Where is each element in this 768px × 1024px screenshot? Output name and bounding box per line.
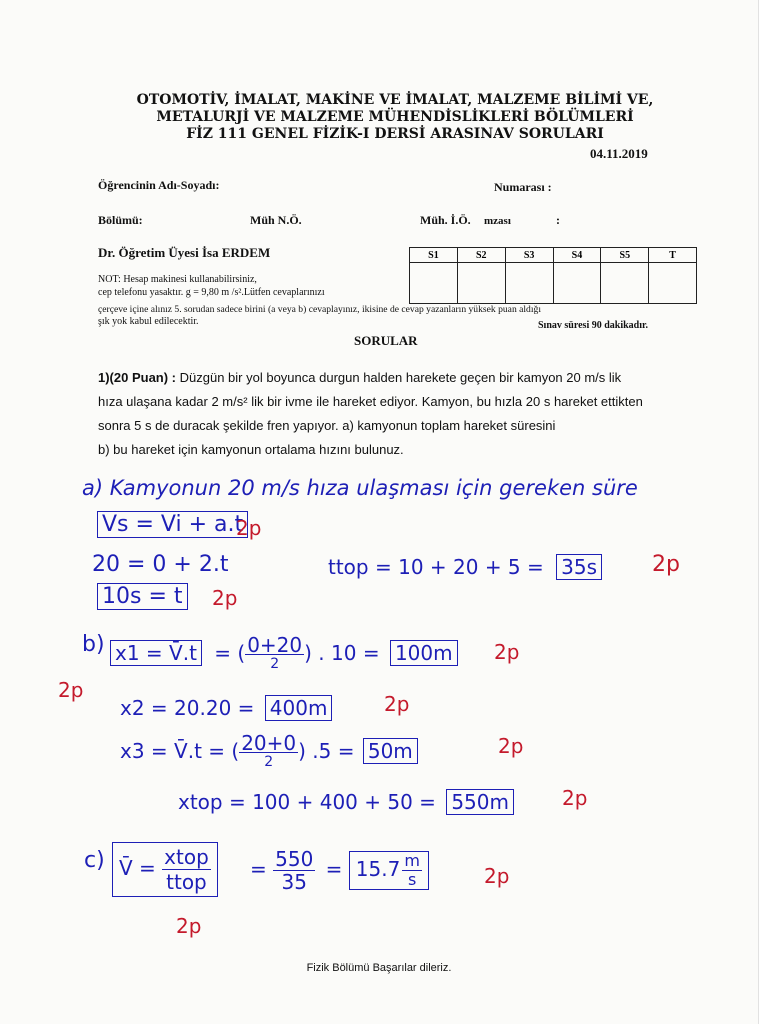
instructor-name: Dr. Öğretim Üyesi İsa ERDEM <box>98 245 271 260</box>
note-line-2: cep telefonu yasaktır. g = 9,80 m /s².Lütfen cevaplarınızı <box>98 287 325 298</box>
question-line-3 <box>98 418 555 433</box>
header-line-1: OTOMOTİV, İMALAT, MAKİNE VE İMALAT, MALZEME BİLİMİ VE, <box>136 92 654 108</box>
signature-colon: : <box>556 213 560 227</box>
question-line-1 <box>98 370 621 385</box>
points-c-result: 2p <box>484 864 510 888</box>
section-title: SORULAR <box>354 333 418 348</box>
exam-date: 04.11.2019 <box>590 146 648 161</box>
question-line-2: hıza ulaşana kadar 2 m/s² lik bir ivme ile hareket ediyor. Kamyon, bu hızla 20 s hareket ettikten <box>98 394 643 409</box>
avg-velocity-result-box <box>349 851 429 890</box>
exam-duration: Sınav süresi 90 dakikadır. <box>538 320 649 331</box>
score-header-total: T <box>649 248 697 263</box>
score-table <box>409 247 697 304</box>
avg-velocity-num-value: 550 <box>275 847 314 871</box>
eq-total-time-text: ttop = 10 + 20 + 5 = <box>328 555 544 579</box>
x1-result-box: 100m <box>390 640 458 666</box>
score-cell <box>505 263 553 304</box>
score-header-s1: S1 <box>410 248 458 263</box>
points-c-formula: 2p <box>176 914 202 938</box>
score-header-s3: S3 <box>505 248 553 263</box>
eq-time-result <box>97 584 188 609</box>
header-line-3: FİZ 111 GENEL FİZİK-I DERSİ ARASINAV SORULARI <box>186 126 604 142</box>
avg-velocity-symbol: V̄ = <box>119 856 156 880</box>
total-time-result-box: 35s <box>556 554 602 580</box>
avg-velocity-unit-num: m <box>404 851 420 870</box>
footer-message: Fizik Bölümü Başarılar dileriz. <box>306 962 452 974</box>
eq-velocity <box>97 512 248 537</box>
avg-velocity-result: 15.7 <box>355 857 401 881</box>
xtop-text: xtop = 100 + 400 + 50 = <box>178 790 436 814</box>
question-number: 1)(20 Puan) : <box>98 370 177 385</box>
avg-velocity-box <box>112 842 218 897</box>
department-alt: Müh. İ.Ö. <box>420 213 471 227</box>
note-line-4: şık yok kabul edilecektir. <box>98 316 199 327</box>
question-part-a: a) kamyonun toplam hareket süresini <box>342 418 556 433</box>
x2-result-box: 400m <box>265 695 333 721</box>
avg-velocity-numerator: xtop <box>164 845 209 869</box>
score-header-s5: S5 <box>601 248 649 263</box>
header-line-2: METALURJİ VE MALZEME MÜHENDİSLİKLERİ BÖLÜMLERİ <box>156 109 634 125</box>
department-label: Bölümü: <box>98 213 143 227</box>
score-cell <box>553 263 601 304</box>
eq-xtop <box>178 790 514 814</box>
time-result-box: 10s = t <box>97 583 188 610</box>
part-c-label: c) <box>84 848 105 873</box>
student-name-label: Öğrencinin Adı-Soyadı: <box>98 178 220 192</box>
department-value: Müh N.Ö. <box>250 213 302 227</box>
avg-velocity-denominator: ttop <box>166 870 207 894</box>
score-cell <box>457 263 505 304</box>
question-text-3: sonra 5 s de duracak şekilde fren yapıyor. <box>98 418 339 433</box>
score-cell <box>649 263 697 304</box>
avg-velocity-unit-den: s <box>407 870 417 889</box>
eq-avg-velocity-value: = $\frac{550}{35}$ = 15.7 $\frac{m}{s}$ <box>250 848 429 893</box>
eq-x1: x1 = V̄.t = ( $\frac{0+20}{2}$ ) . 10 = 100m <box>110 636 458 673</box>
points-x1: 2p <box>494 640 520 664</box>
student-number-label: Numarası : <box>494 180 552 194</box>
eq-total-time <box>328 555 602 579</box>
eq-x3: x3 = V̄.t = ( $\frac{20+0}{2}$ ) .5 = 50m <box>120 734 418 771</box>
points-x2: 2p <box>384 692 410 716</box>
score-header-s2: S2 <box>457 248 505 263</box>
note-line-1: NOT: Hesap makinesi kullanabilirsiniz, <box>98 274 257 285</box>
points-eq1: 2p <box>236 516 262 540</box>
points-x3: 2p <box>498 734 524 758</box>
eq-x2 <box>120 696 332 720</box>
points-ttop: 2p <box>652 552 680 577</box>
points-xtop: 2p <box>562 786 588 810</box>
x1-numerator: 0+20 <box>247 633 303 657</box>
eq-substitution: 20 = 0 + 2.t <box>92 552 229 577</box>
score-cell <box>601 263 649 304</box>
eq-velocity-box: Vs = Vi + a.t <box>97 511 248 538</box>
x3-numerator: 20+0 <box>241 731 297 755</box>
x3-result-box: 50m <box>363 738 418 764</box>
part-b-label: b) <box>82 632 105 657</box>
solution-a-intro: a) Kamyonun 20 m/s hıza ulaşması için gereken süre <box>82 476 638 500</box>
avg-velocity-den-value: 35 <box>281 870 307 894</box>
question-text-1: Düzgün bir yol boyunca durgun halden harekete geçen bir kamyon 20 m/s lik <box>179 370 622 385</box>
question-part-b: b) bu hareket için kamyonun ortalama hızını bulunuz. <box>98 442 404 457</box>
score-header-s4: S4 <box>553 248 601 263</box>
x1-denominator: 2 <box>270 656 280 672</box>
x3-denominator: 2 <box>264 754 274 770</box>
score-cell <box>410 263 458 304</box>
points-formula: 2p <box>58 678 84 702</box>
signature-label: mzası <box>484 215 511 227</box>
xtop-result-box: 550m <box>446 789 514 815</box>
x2-text: x2 = 20.20 = <box>120 696 255 720</box>
points-eq3: 2p <box>212 586 238 610</box>
note-line-3: çerçeve içine alınız 5. sorudan sadece birini (a veya b) cevaplayınız, ikisine de cevap yazanların yüksek puan aldığı <box>98 304 541 315</box>
x1-formula-box: x1 = V̄.t <box>110 640 202 666</box>
